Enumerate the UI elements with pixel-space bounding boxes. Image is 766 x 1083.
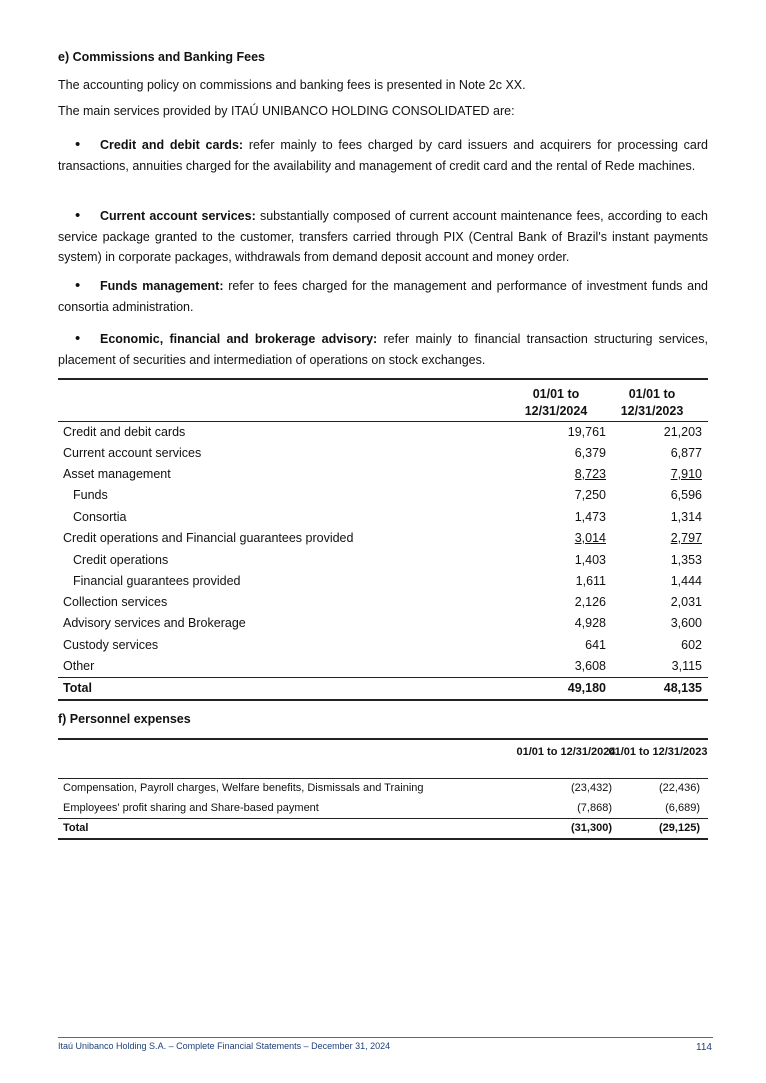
bullet-advisory bbox=[58, 329, 708, 370]
row-label: Asset management bbox=[63, 467, 171, 481]
value-2023: 3,115 bbox=[671, 659, 702, 673]
value-2023: 2,031 bbox=[670, 595, 702, 609]
row-label: Total bbox=[63, 822, 89, 834]
bullet-current-account bbox=[58, 206, 708, 268]
value-2024: 1,473 bbox=[574, 510, 606, 524]
value-2024: 7,250 bbox=[574, 488, 606, 502]
bullet-funds-management bbox=[58, 276, 708, 317]
table-bottom-rule bbox=[58, 838, 708, 840]
bullet-term: Credit and debit cards: bbox=[100, 138, 244, 152]
row-label: Funds bbox=[73, 488, 108, 502]
value-2024: 49,180 bbox=[567, 681, 606, 695]
table-top-rule bbox=[58, 378, 708, 380]
bullet-term: Funds management: bbox=[100, 279, 224, 293]
page-number: 114 bbox=[696, 1042, 712, 1053]
column-header-2023: 01/01 to 12/31/2023 bbox=[620, 387, 684, 418]
table-row bbox=[58, 422, 708, 443]
value-2024: 641 bbox=[585, 638, 606, 652]
row-label: Total bbox=[63, 681, 92, 695]
row-label: Credit operations and Financial guarantees provided bbox=[63, 531, 354, 545]
bullet-text: refer mainly to financial transaction structuring services, placement of securities and intermediation of operations on stock exchanges. bbox=[58, 332, 708, 367]
bullet-text: refer to fees charged for the management and performance of investment funds and consortia administration. bbox=[58, 279, 708, 314]
table-row bbox=[58, 613, 708, 634]
bullet-text: refer mainly to fees charged by card issuers and acquirers for processing card transactions, annuities charged for the availability and management of credit card and the rental of Rede machines. bbox=[58, 138, 708, 173]
bullet-term: Current account services: bbox=[100, 209, 256, 223]
value-2023: 7,910 bbox=[670, 467, 702, 481]
value-2024: 1,403 bbox=[574, 553, 606, 567]
bullet-credit-debit-cards bbox=[58, 135, 708, 176]
value-2023: 2,797 bbox=[670, 531, 702, 545]
table-row bbox=[58, 778, 708, 798]
table-top-rule bbox=[58, 738, 708, 740]
value-2024: 6,379 bbox=[574, 446, 606, 460]
value-2024: 19,761 bbox=[567, 425, 606, 439]
value-2023: 3,600 bbox=[670, 616, 702, 630]
row-label: Other bbox=[63, 659, 95, 673]
value-2023: 1,353 bbox=[670, 553, 702, 567]
table-total-row bbox=[58, 818, 708, 838]
table-row bbox=[58, 592, 708, 613]
table-row bbox=[58, 443, 708, 464]
table-row bbox=[58, 798, 708, 818]
table-row bbox=[58, 528, 708, 549]
table-row bbox=[58, 571, 708, 592]
table-total-row bbox=[58, 678, 708, 699]
footer-divider bbox=[58, 1037, 713, 1038]
value-2024: 3,608 bbox=[574, 659, 606, 673]
value-2023: (6,689) bbox=[665, 802, 700, 814]
bullet-dot-icon: • bbox=[75, 330, 81, 347]
value-2023: 21,203 bbox=[663, 425, 702, 439]
table-row bbox=[58, 656, 708, 677]
table-bottom-rule bbox=[58, 699, 708, 701]
row-label: Employees' profit sharing and Share-based payment bbox=[63, 802, 319, 814]
column-header-2024: 01/01 to 12/31/2024 bbox=[516, 746, 616, 758]
bullet-term: Economic, financial and brokerage advisory: bbox=[100, 332, 378, 346]
value-2024: (31,300) bbox=[571, 822, 612, 834]
bullet-dot-icon: • bbox=[75, 207, 81, 224]
row-label: Consortia bbox=[73, 510, 127, 524]
row-label: Collection services bbox=[63, 595, 168, 609]
table-row bbox=[58, 635, 708, 656]
value-2023: 1,314 bbox=[670, 510, 702, 524]
bullet-text: substantially composed of current account maintenance fees, according to each service package granted to the customer, transfers carried through PIX (Central Bank of Brazil's instant payments system) in corporate packages, withdrawals from demand deposit account and money order. bbox=[58, 209, 708, 264]
value-2023: 48,135 bbox=[663, 681, 702, 695]
footer-text: Itaú Unibanco Holding S.A. – Complete Financial Statements – December 31, 2024 bbox=[58, 1041, 391, 1051]
value-2023: 6,596 bbox=[670, 488, 702, 502]
value-2023: 1,444 bbox=[670, 574, 702, 588]
row-label: Compensation, Payroll charges, Welfare benefits, Dismissals and Training bbox=[63, 782, 424, 794]
bullet-dot-icon: • bbox=[75, 277, 81, 294]
table-row bbox=[58, 464, 708, 485]
value-2023: 6,877 bbox=[670, 446, 702, 460]
row-label: Advisory services and Brokerage bbox=[63, 616, 246, 630]
value-2024: (7,868) bbox=[577, 802, 612, 814]
value-2024: 4,928 bbox=[574, 616, 606, 630]
row-label: Current account services bbox=[63, 446, 202, 460]
column-header-2024: 01/01 to 12/31/2024 bbox=[524, 387, 588, 418]
row-label: Credit operations bbox=[73, 553, 169, 567]
value-2024: 3,014 bbox=[574, 531, 606, 545]
value-2024: (23,432) bbox=[571, 782, 612, 794]
row-label: Financial guarantees provided bbox=[73, 574, 241, 588]
section-e-intro-2: The main services provided by ITAÚ UNIBANCO HOLDING CONSOLIDATED are: bbox=[58, 104, 515, 118]
value-2023: (22,436) bbox=[659, 782, 700, 794]
row-label: Custody services bbox=[63, 638, 159, 652]
table-row bbox=[58, 550, 708, 571]
section-f-title: f) Personnel expenses bbox=[58, 712, 191, 726]
value-2024: 8,723 bbox=[574, 467, 606, 481]
value-2023: 602 bbox=[681, 638, 702, 652]
column-header-2023: 01/01 to 12/31/2023 bbox=[608, 746, 708, 758]
row-label: Credit and debit cards bbox=[63, 425, 186, 439]
value-2023: (29,125) bbox=[659, 822, 700, 834]
section-e-intro-1: The accounting policy on commissions and banking fees is presented in Note 2c XX. bbox=[58, 78, 526, 92]
bullet-dot-icon: • bbox=[75, 136, 81, 153]
value-2024: 2,126 bbox=[574, 595, 606, 609]
table-row bbox=[58, 507, 708, 528]
section-e-title: e) Commissions and Banking Fees bbox=[58, 50, 265, 64]
table-row bbox=[58, 485, 708, 506]
value-2024: 1,611 bbox=[575, 574, 606, 588]
